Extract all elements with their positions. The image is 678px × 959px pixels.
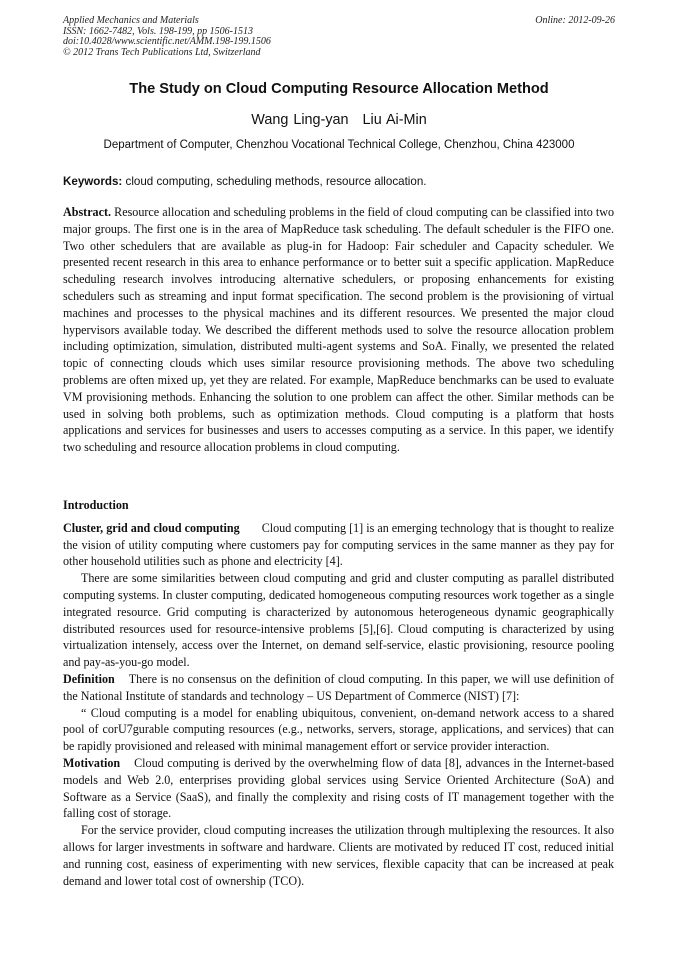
issn-line: ISSN: 1662-7482, Vols. 198-199, pp 1506-1513 — [63, 25, 253, 37]
paragraph-text: There is no consensus on the definition of cloud computing. In this paper, we will use definition of the National Institute of standards and technology – US Department of Commerce (NIST) [7]: — [63, 671, 614, 703]
online-date: Online: 2012-09-26 — [535, 15, 615, 26]
paragraph — [63, 520, 614, 570]
abstract-label: Abstract. — [63, 205, 112, 219]
paragraph-text: Cloud computing [1] is an emerging technology that is thought to realize the vision of utility computing where customers pay for computing services in the same manner as they pay for other household utilities such as phone and electricity [4]. — [63, 520, 615, 569]
abstract-text: Resource allocation and scheduling problems in the field of cloud computing can be classified into two major groups. The first one is in the area of MapReduce task scheduling. The default scheduler is the FIFO one. Two other schedulers that are available as plug-in for Hadoop: Fair scheduler and Capacity scheduler. We presented recent research in this area to enhance performance or to better suit a specific application. MapReduce scheduling research involves introducing alternative schedulers, or proposing enhancements for existing schedulers such as streaming and input format specification. The second problem is the provisioning of virtual machines and processes to the physical machines and its different resources. We presented the major cloud hypervisors available today. We described the different methods used to solve the resource allocation problem including optimization, simulation, distributed multi-agent systems and SoA. Finally, we presented the related topic of connecting clouds which uses similar resource provisioning methods. The above two scheduling problems are often mixed up, yet they are related. For example, MapReduce benchmarks can be used to evaluate VM provisioning methods. Enhancing the solution to one problem can affect the other. Similar methods can be used in solving both problems, such as optimization methods. Cloud computing is a platform that hosts applications and services for businesses and users to accesses computing as a service. In this paper, we identify two scheduling and resource allocation problems in cloud computing. — [63, 205, 614, 455]
paragraph-text: Cloud computing is derived by the overwhelming flow of data [8], advances in the Internet-based models and Web 2.0, enterprises providing global services using Service Oriented Architecture (SoA) and Software as a Service (SaaS), and finally the complexity and rising costs of IT management together with the falling cost of storage. — [63, 755, 614, 821]
author-list — [40, 112, 638, 128]
affiliation: Department of Computer, Chenzhou Vocational Technical College, Chenzhou, China 423000 — [103, 139, 575, 151]
paragraph: For the service provider, cloud computing increases the utilization through multiplexing the resources. It also allows for larger investments in software and hardware. Clients are motivated by reduced IT cost, reduced initial and running cost, easiness of experimenting with new services, flexible capacity that can be increased at peak demand and lower total cost of ownership (TCO). — [63, 823, 614, 888]
paragraph — [63, 671, 614, 705]
abstract — [63, 204, 614, 456]
run-in-heading: Motivation — [63, 755, 121, 770]
section-heading: Introduction — [63, 498, 129, 512]
paper-title: The Study on Cloud Computing Resource Allocation Method — [129, 81, 549, 97]
paragraph: There are some similarities between cloud computing and grid and cluster computing as parallel distributed computing systems. In cluster computing, dedicated homogeneous computing resources work together as a single integrated resource. Grid computing is characterized by autonomous heterogeneous dynamic geographically distributed resources used for resource-intensive problems [5],[6]. Cloud computing is characterized by using virtualization intensely, access over the Internet, on demand self-service, elastic provisioning, resource pooling and pay-as-you-go model. — [63, 571, 614, 670]
introduction-section — [63, 497, 614, 889]
keywords-label: Keywords: — [63, 175, 123, 188]
paragraph — [63, 755, 614, 822]
journal-header — [63, 16, 271, 58]
doi-line: doi:10.4028/www.scientific.net/AMM.198-199.1506 — [63, 36, 271, 47]
copyright-line: © 2012 Trans Tech Publications Ltd, Switzerland — [63, 46, 261, 58]
author-name: Liu Ai-Min — [362, 112, 427, 128]
run-in-heading: Definition — [63, 671, 115, 686]
quote-paragraph: “ Cloud computing is a model for enabling ubiquitous, convenient, on-demand network access to a shared pool of corU7gurable computing resources (e.g., networks, servers, storage, applications, and services) that can be rapidly provisioned and released with minimal management effort or service provider interaction. — [63, 705, 614, 754]
keywords — [63, 175, 615, 188]
journal-name: Applied Mechanics and Materials — [63, 15, 199, 26]
author-name: Wang Ling-yan — [251, 112, 349, 128]
keywords-text: cloud computing, scheduling methods, resource allocation. — [125, 175, 427, 188]
run-in-heading: Cluster, grid and cloud computing — [63, 520, 240, 535]
